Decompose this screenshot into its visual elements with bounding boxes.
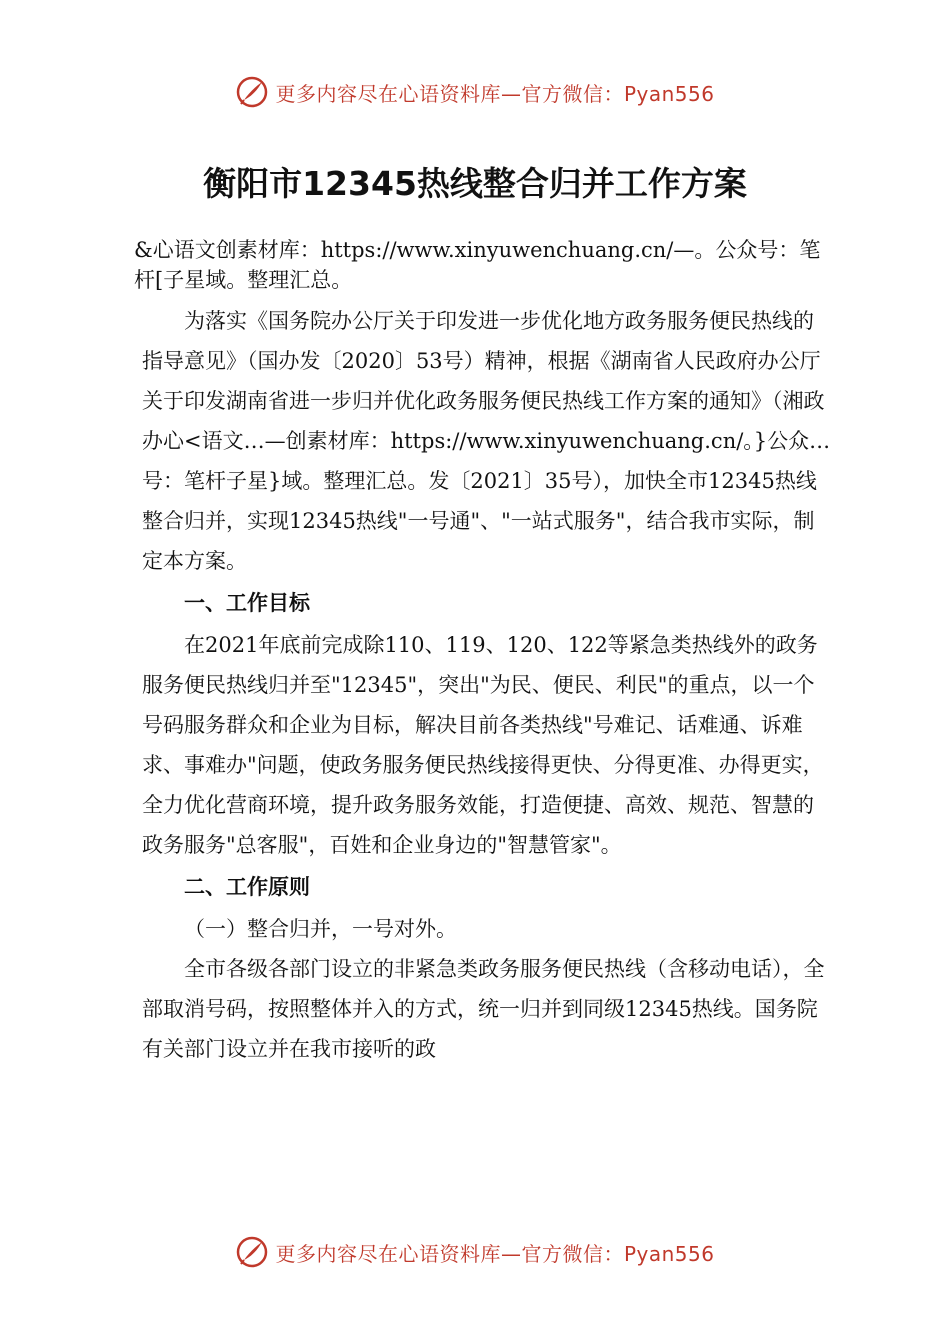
section-heading-goals: 一、工作目标 (184, 591, 310, 615)
section-heading-principles: 二、工作原则 (184, 875, 310, 899)
document-title: 衡阳市12345热线整合归并工作方案 (203, 164, 747, 203)
quill-logo-icon (235, 75, 269, 109)
subsection-heading-integration: （一）整合归并，一号对外。 (184, 917, 457, 941)
source-note: &心语文创素材库：https://www.xinyuwenchuang.cn/—。公众号：笔杆[子星域。整理汇总。 (134, 238, 821, 292)
document-body (134, 235, 832, 1069)
paragraph-intro: 为落实《国务院办公厅关于印发进一步优化地方政务服务便民热线的指导意见》（国办发〔2020〕53号）精神，根据《湖南省人民政府办公厅关于印发湖南省进一步归并优化政务服务便民热线工作方案的通知》（湘政办心<语文…—创素材库：https://www.xinyuwenchuang.cn/。}公众…号：笔杆子星}域。整理汇总。发〔2021〕35号），加快全市12345热线整合归并，实现12345热线"一号通"、"一站式服务"，结合我市实际，制定本方案。 (142, 309, 831, 573)
footer-watermark-banner (0, 1232, 950, 1272)
paragraph-goals: 在2021年底前完成除110、119、120、122等紧急类热线外的政务服务便民热线归并至"12345"，突出"为民、便民、利民"的重点，以一个号码服务群众和企业为目标，解决目前各类热线"号难记、话难通、诉难求、事难办"问题，使政务服务便民热线接得更快、分得更准、办得更实，全力优化营商环境，提升政务服务效能，打造便捷、高效、规范、智慧的政务服务"总客服"，百姓和企业身边的"智慧管家"。 (142, 633, 824, 857)
quill-logo-icon (235, 1235, 269, 1269)
banner-text: 更多内容尽在心语资料库—官方微信：Pyan556 (275, 1241, 715, 1266)
banner-text: 更多内容尽在心语资料库—官方微信：Pyan556 (275, 81, 715, 106)
paragraph-integration: 全市各级各部门设立的非紧急类政务服务便民热线（含移动电话），全部取消号码，按照整体并入的方式，统一归并到同级12345热线。国务院有关部门设立并在我市接听的政 (142, 957, 825, 1061)
header-watermark-banner (0, 72, 950, 112)
